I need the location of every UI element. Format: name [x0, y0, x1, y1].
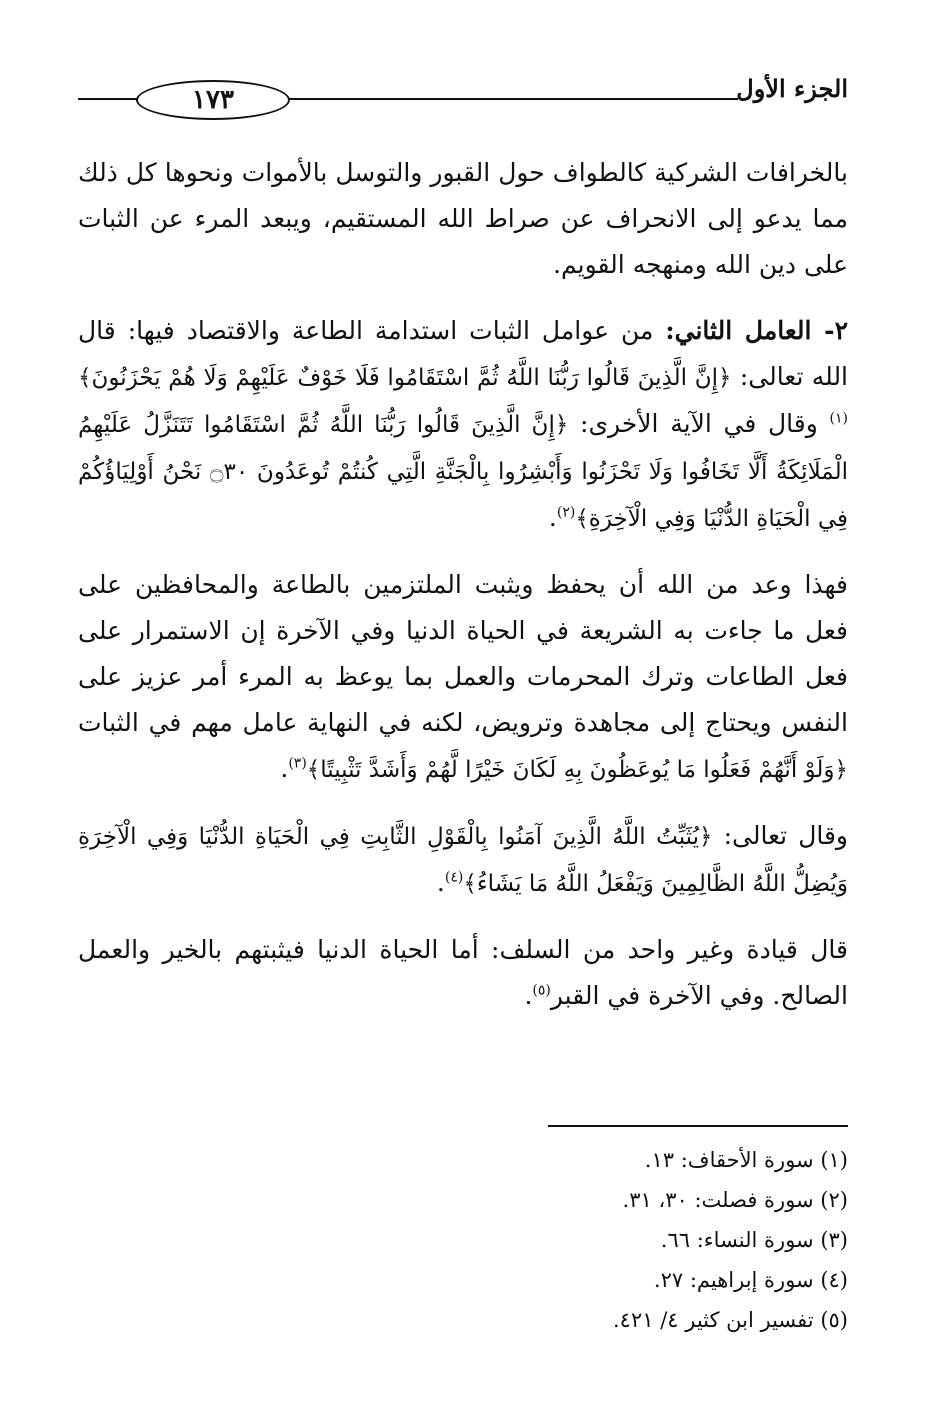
footnote-ref-2: (٢) — [556, 504, 576, 521]
page-number-oval: ١٧٣ — [136, 80, 290, 120]
footnote-2: (٢) سورة فصلت: ٣٠، ٣١. — [622, 1188, 848, 1212]
paragraph-5-end: . — [524, 981, 533, 1010]
paragraph-2-text-a: من عوامل الثبات استدامة الطاعة والاقتصاد فيها: قال الله تعالى: — [78, 316, 849, 391]
footnote-ref-1: (١) — [829, 410, 849, 427]
footnote-1: (١) سورة الأحقاف: ١٣. — [644, 1148, 848, 1172]
paragraph-2-text-b: وقال في الآية الأخرى: — [568, 409, 830, 438]
footnotes — [78, 1140, 848, 1340]
quran-verse-1: ﴿إِنَّ الَّذِينَ قَالُوا رَبُّنَا اللَّهُ ثُمَّ اسْتَقَامُوا فَلَا خَوْفٌ عَلَيْهِمْ وَلَا هُمْ يَحْزَنُونَ﴾ — [78, 365, 732, 391]
quran-verse-3: ﴿وَلَوْ أَنَّهُمْ فَعَلُوا مَا يُوعَظُونَ بِهِ لَكَانَ خَيْرًا لَّهُمْ وَأَشَدَّ تَثْبِيتًا﴾ — [306, 757, 848, 783]
paragraph-5-text: قال قيادة وغير واحد من السلف: أما الحياة الدنيا فيثبتهم بالخير والعمل الصالح. وفي الآخرة في القبر — [78, 935, 848, 1010]
paragraph-4-text: وقال تعالى: — [712, 821, 849, 850]
footnote-4: (٤) سورة إبراهيم: ٢٧. — [653, 1268, 848, 1292]
paragraph-3-end: . — [280, 754, 289, 783]
paragraph-4 — [78, 813, 848, 907]
footnote-3: (٣) سورة النساء: ٦٦. — [660, 1228, 848, 1252]
footnote-ref-3: (٣) — [288, 755, 307, 772]
paragraph-3 — [78, 562, 848, 793]
quran-verse-4: ﴿يُثَبِّتُ اللَّهُ الَّذِينَ آمَنُوا بِالْقَوْلِ الثَّابِتِ فِي الْحَيَاةِ الدُّنْيَا وَفِي الْآخِرَةِ وَيُضِلُّ اللَّهُ الظَّالِمِينَ وَيَفْعَلُ اللَّهُ مَا يَشَاءُ﴾ — [78, 824, 848, 897]
footnote-ref-4: (٤) — [444, 869, 464, 886]
paragraph-1 — [78, 150, 848, 288]
page-header — [78, 68, 848, 124]
quran-verse-2: ﴿إِنَّ الَّذِينَ قَالُوا رَبُّنَا اللَّهُ ثُمَّ اسْتَقَامُوا تَتَنَزَّلُ عَلَيْهِمُ الْمَلَائِكَةُ أَلَّا تَخَافُوا وَلَا تَحْزَنُوا وَأَبْشِرُوا بِالْجَنَّةِ الَّتِي كُنتُمْ تُوعَدُونَ ۝٣٠ نَحْنُ أَوْلِيَاؤُكُمْ فِي الْحَيَاةِ الدُّنْيَا وَفِي الْآخِرَةِ﴾ — [78, 412, 848, 532]
paragraph-5 — [78, 927, 848, 1019]
main-text — [78, 150, 848, 1039]
running-title: الجزء الأول — [736, 74, 848, 103]
footnote-ref-5: (٥) — [532, 982, 551, 999]
footnote-5: (٥) تفسير ابن كثير ٤/ ٤٢١. — [612, 1308, 848, 1332]
paragraph-2 — [78, 308, 848, 542]
paragraph-3-text: فهذا وعد من الله أن يحفظ ويثبت الملتزمين بالطاعة والمحافظين على فعل ما جاءت به الشريعة في الحياة الدنيا وفي الآخرة إن الاستمرار على فعل الطاعات وترك المحرمات والعمل بما يوعظ به المرء أمر عزيز على النفس ويحتاج إلى مجاهدة وترويض، لكنه في النهاية عامل مهم في الثبات — [78, 570, 848, 737]
paragraph-1-text: بالخرافات الشركية كالطواف حول القبور والتوسل بالأموات ونحوها كل ذلك مما يدعو إلى الانحراف عن صراط الله المستقيم، ويبعد المرء عن الثبات على دين الله ومنهجه القويم. — [78, 158, 848, 279]
paragraph-4-end: . — [436, 868, 445, 897]
section-heading: ٢- العامل الثاني: — [665, 316, 848, 345]
paragraph-2-end: . — [548, 503, 557, 532]
footnote-separator — [548, 1125, 848, 1127]
